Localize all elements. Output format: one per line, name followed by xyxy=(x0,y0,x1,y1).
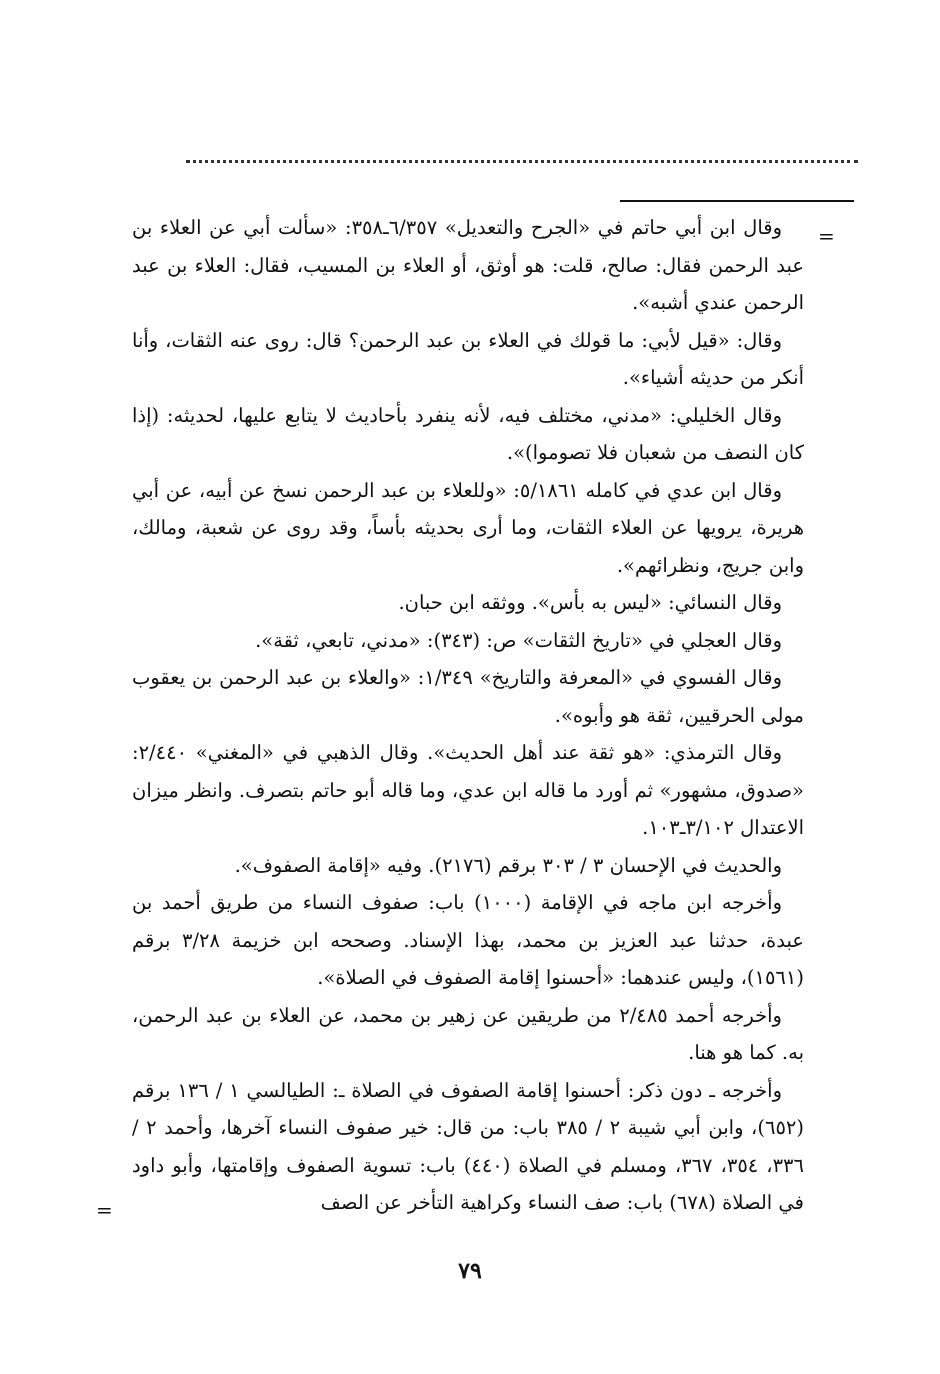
continuation-mark-top: = xyxy=(818,224,835,248)
footnote-paragraph: وقال النسائي: «ليس به بأس». ووثقه ابن حبان. xyxy=(398,591,782,614)
dotted-separator xyxy=(186,160,858,163)
page-number: ٧٩ xyxy=(458,1258,482,1284)
footnote-paragraph: وقال الفسوي في «المعرفة والتاريخ» ١/٣٤٩: «والعلاء بن عبد الرحمن بن يعقوب مولى الحرقيين، ثقة هو وأبوه». xyxy=(132,666,804,727)
footnote-paragraph: وقال الترمذي: «هو ثقة عند أهل الحديث». وقال الذهبي في «المغني» ٢/٤٤٠: «صدوق، مشهور» ثم أورد ما قاله ابن عدي، وما قاله أبو حاتم بتصرف. وانظر ميزان الاعتدال ٣/١٠٢ـ١٠٣. xyxy=(132,741,804,839)
footnote-paragraph: وقال ابن عدي في كامله ٥/١٨٦١: «وللعلاء بن عبد الرحمن نسخ عن أبيه، عن أبي هريرة، يرويها عن العلاء الثقات، وما أرى بحديثه بأساً، وقد روى عن شعبة، ومالك، وابن جريج، ونظرائهم». xyxy=(132,478,804,577)
footnote-paragraph: وأخرجه ـ دون ذكر: أحسنوا إقامة الصفوف في الصلاة ـ: الطيالسي ١ / ١٣٦ برقم (٦٥٢)، وابن أبي شيبة ٢ / ٣٨٥ باب: من قال: خير صفوف النساء آخرها، وأحمد ٢ / ٣٣٦، ٣٥٤، ٣٦٧، ومسلم في الصلاة (٤٤٠) باب: تسوية الصفوف وإقامتها، وأبو داود في الصلاة (٦٧٨) باب: صف النساء وكراهية التأخر عن الصف xyxy=(132,1078,804,1214)
footnote-text xyxy=(132,209,804,1222)
footnote-paragraph: وقال العجلي في «تاريخ الثقات» ص: (٣٤٣): «مدني، تابعي، ثقة». xyxy=(255,628,782,652)
footnote-paragraph: وأخرجه ابن ماجه في الإقامة (١٠٠٠) باب: صفوف النساء من طريق أحمد بن عبدة، حدثنا عبد العزيز بن محمد، بهذا الإسناد. وصححه ابن خزيمة ٣/٢٨ برقم (١٥٦١)، وليس عندهما: «أحسنوا إقامة الصفوف في الصلاة». xyxy=(132,891,805,989)
footnote-paragraph: وقال ابن أبي حاتم في «الجرح والتعديل» ٦/٣٥٧ـ٣٥٨: «سألت أبي عن العلاء بن عبد الرحمن فقال: صالح، قلت: هو أوثق، أو العلاء بن المسيب، فقال: العلاء بن عبد الرحمن عندي أشبه». xyxy=(132,216,804,314)
continuation-mark-bottom: = xyxy=(96,1198,113,1222)
footnote-paragraph: والحديث في الإحسان ٣ / ٣٠٣ برقم (٢١٧٦). وفيه «إقامة الصفوف». xyxy=(234,853,782,877)
footnote-paragraph: وأخرجه أحمد ٢/٤٨٥ من طريقين عن زهير بن محمد، عن العلاء بن عبد الرحمن، به. كما هو هنا. xyxy=(132,1003,804,1064)
footnote-paragraph: وقال الخليلي: «مدني، مختلف فيه، لأنه ينفرد بأحاديث لا يتابع عليها، لحديثه: (إذا كان النصف من شعبان فلا تصوموا)». xyxy=(132,403,804,464)
footnote-rule xyxy=(620,200,854,202)
footnote-paragraph: وقال: «قيل لأبي: ما قولك في العلاء بن عبد الرحمن؟ قال: روى عنه الثقات، وأنا أنكر من حديثه أشياء». xyxy=(132,328,804,389)
